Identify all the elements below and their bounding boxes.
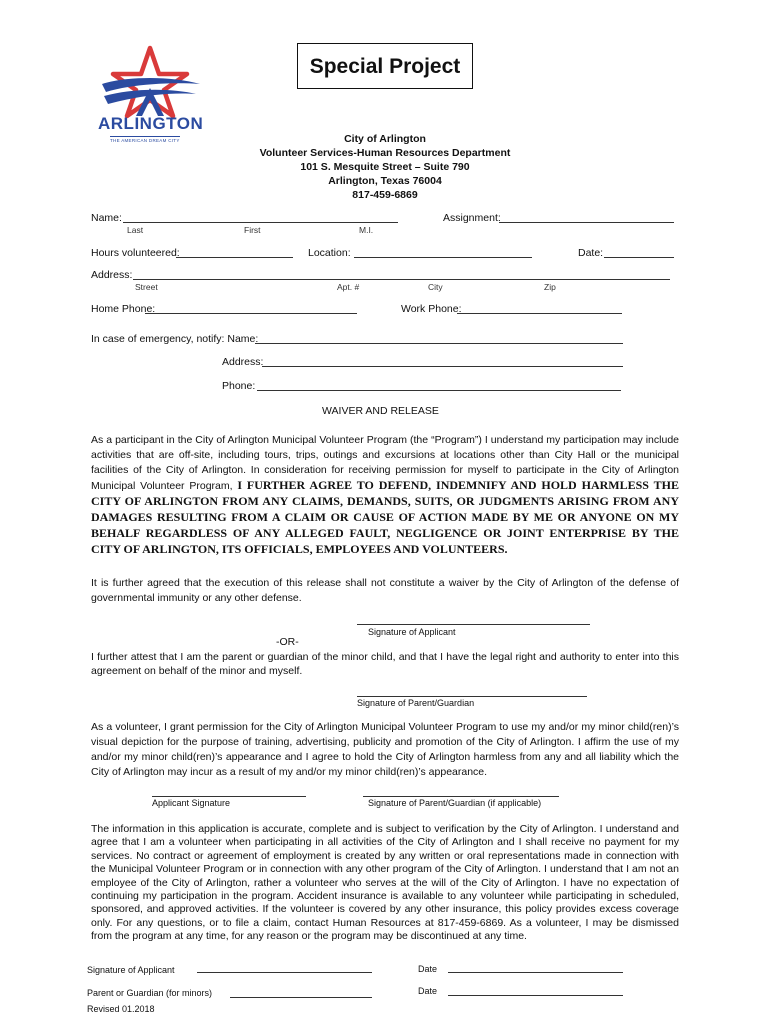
apt-label: Apt. # (337, 282, 360, 292)
special-project-badge (297, 43, 473, 89)
org-city: Arlington, Texas 76004 (328, 175, 442, 187)
applicant-signature-line[interactable] (357, 624, 590, 625)
home-phone-label: Home Phone: (91, 303, 156, 315)
location-field[interactable] (354, 246, 532, 258)
name-field[interactable] (123, 211, 398, 223)
name-label: Name: (91, 212, 122, 224)
hours-field[interactable] (176, 246, 293, 258)
waiver-paragraph (91, 433, 679, 558)
final-date-line-2[interactable] (448, 995, 623, 996)
arlington-logo (92, 44, 212, 148)
media-parent-signature-line[interactable] (363, 796, 559, 797)
logo-wordmark: ARLINGTON (98, 114, 204, 133)
date-label: Date: (578, 247, 604, 259)
logo-tagline: THE AMERICAN DREAM CITY (110, 138, 180, 143)
assignment-field[interactable] (499, 211, 674, 223)
org-name: City of Arlington (344, 133, 426, 145)
work-phone-label: Work Phone: (401, 303, 462, 315)
address-label: Address: (91, 269, 133, 281)
emergency-address-label: Address: (222, 356, 264, 368)
waiver-heading: WAIVER AND RELEASE (322, 405, 439, 417)
waiver-text: As a participant in the City of Arlington Municipal Volunteer Program (the “Program”) I understand my participation may include activities that are off-site, including tours, trips, outings and excursions at locations other than City Hall or the municipal facilities of the City of Arlington. In consideration for receiving permission for myself to participate in the City of Arlington Municipal Volunteer Program, (91, 434, 679, 492)
final-statement-paragraph: The information in this application is accurate, complete and is subject to verification by the City of Arlington. I understand and agree that I am a volunteer when participating in all activities of the City of Arlington and I shall receive no payment for my services. No contract or agreement of employment is created by any written or oral representations made in connection with the Municipal Volunteer Program or in connection with any other program of the City of Arlington. I understand that I am not an employee of the City of Arlington, rather a volunteer who serves at the will of the City of Arlington. I have no expectation of continuing my participation in the program. Accident insurance is available to any volunteer while participating in scheduled, sponsored, and approved activities. If the volunteer is covered by any other insurance, this policy provides excess coverage only. For any questions, or to file a claim, contact Human Resources at 817-459-6869. As a volunteer, I may be dismissed from the program at any time, for any reason or the program may be discontinued at any time. (91, 823, 679, 943)
parent-signature-line[interactable] (357, 696, 587, 697)
org-dept: Volunteer Services-Human Resources Department (259, 147, 511, 159)
emergency-phone-field[interactable] (257, 379, 621, 391)
assignment-label: Assignment: (443, 212, 501, 224)
hours-label: Hours volunteered: (91, 247, 180, 259)
emergency-name-label: In case of emergency, notify: Name: (91, 333, 259, 345)
media-parent-signature-label: Signature of Parent/Guardian (if applicable) (368, 798, 542, 808)
zip-label: Zip (544, 282, 556, 292)
address-field[interactable] (133, 268, 670, 280)
city-label: City (428, 282, 443, 292)
final-date-label-1: Date (418, 964, 438, 974)
waiver-bold-text: I FURTHER AGREE TO DEFEND, INDEMNIFY AND HOLD HARMLESS THE CITY OF ARLINGTON FROM ANY CLAIMS, DEMANDS, SUITS, OR JUDGMENTS ARISING FROM ANY DAMAGES RESULTING FROM A CLAIM OR CAUSE OF ACTION MADE BY ME OR ANYONE ON MY BEHALF REGARDLESS OF ANY ALLEGED FAULT, NEGLIGENCE OR JOINT ENTERPRISE BY THE CITY OF ARLINGTON, ITS OFFICIALS, EMPLOYEES AND VOLUNTEERS. (91, 478, 679, 556)
final-date-line-1[interactable] (448, 972, 623, 973)
or-divider: -OR- (276, 636, 299, 648)
applicant-signature-label: Signature of Applicant (368, 627, 456, 637)
location-label: Location: (308, 247, 351, 259)
emergency-address-field[interactable] (262, 355, 623, 367)
mi-label: M.I. (359, 225, 374, 235)
date-field[interactable] (604, 246, 674, 258)
emergency-name-field[interactable] (255, 332, 623, 344)
first-label: First (244, 225, 261, 235)
immunity-paragraph: It is further agreed that the execution of this release shall not constitute a waiver by the City of Arlington of the defense of governmental immunity or any other defense. (91, 577, 679, 604)
final-applicant-signature-line[interactable] (197, 972, 372, 973)
media-permission-paragraph: As a volunteer, I grant permission for the City of Arlington Municipal Volunteer Program to use my and/or my minor child(ren)’s visual depiction for the purpose of training, advertising, publicity and promotion of the City of Arlington. I affirm the use of my and/or my minor child(ren)’s appearance and I agree to hold the City of Arlington harmless from any and all liability which the City of Arlington may incur as a result of my and/or my minor child(ren)’s appearance. (91, 721, 679, 778)
work-phone-field[interactable] (457, 302, 622, 314)
org-phone: 817-459-6869 (352, 189, 418, 201)
final-date-label-2: Date (418, 986, 438, 996)
media-applicant-signature-label: Applicant Signature (152, 798, 231, 808)
street-label: Street (135, 282, 158, 292)
media-applicant-signature-line[interactable] (152, 796, 306, 797)
final-applicant-signature-label: Signature of Applicant (87, 965, 175, 975)
emergency-phone-label: Phone: (222, 380, 256, 392)
badge-title: Special Project (309, 55, 461, 78)
last-label: Last (127, 225, 144, 235)
org-header (200, 132, 570, 202)
org-street: 101 S. Mesquite Street – Suite 790 (300, 161, 470, 173)
final-parent-line[interactable] (230, 997, 372, 998)
guardian-attest-paragraph: I further attest that I am the parent or guardian of the minor child, and that I have the legal right and authority to enter into this agreement on behalf of the minor and myself. (91, 651, 679, 677)
revision-note: Revised 01.2018 (87, 1004, 155, 1014)
home-phone-field[interactable] (145, 302, 357, 314)
final-parent-label: Parent or Guardian (for minors) (87, 988, 213, 998)
parent-signature-label: Signature of Parent/Guardian (357, 698, 475, 708)
